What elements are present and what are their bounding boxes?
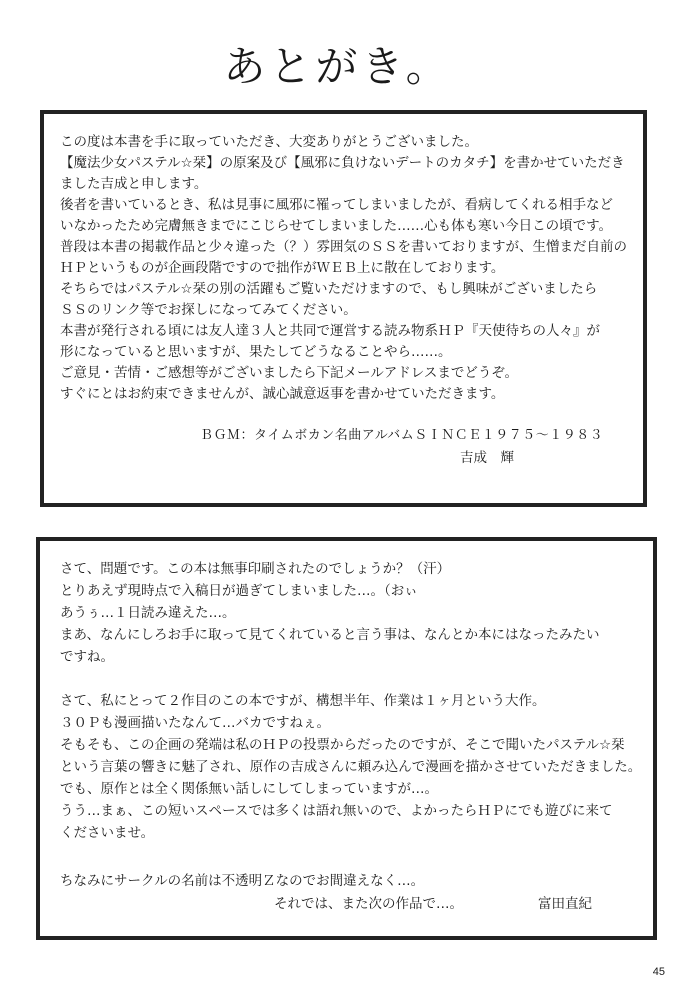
text-line: さて、私にとって２作目のこの本ですが、構想半年、作業は１ヶ月という大作。 <box>60 693 546 709</box>
text-line: そちらではパステル☆栞の別の活躍もご覧いただけますので、もし興味がございましたら <box>60 281 598 297</box>
text-line: ました吉成と申します。 <box>60 176 208 192</box>
text-line: 後者を書いているとき、私は見事に風邪に罹ってしまいましたが、看病してくれる相手など <box>60 197 613 213</box>
afterword-box-yoshinari <box>40 110 647 507</box>
text-line: すぐにとはお約束できませんが、誠心誠意返事を書かせていただきます。 <box>60 386 505 402</box>
bgm-credit: ＢＧＭ：タイムボカン名曲アルバムＳＩＮＣＥ１９７５〜１９８３ <box>200 428 604 443</box>
text-line: いなかったため完膚無きまでにこじらせてしまいました……心も体も寒い今日この頃です。 <box>60 218 613 234</box>
text-line: あうぅ…１日読み違えた…。 <box>60 605 236 621</box>
text-line: くださいませ。 <box>60 825 155 841</box>
text-line: ＨＰというものが企画段階ですので拙作がＷＥＢ上に散在しております。 <box>60 260 505 276</box>
text-line: でも、原作とは全く関係無い話しにしてしまっていますが…。 <box>60 781 438 797</box>
text-line: ちなみにサークルの名前は不透明Ｚなのでお間違えなく…。 <box>60 873 425 889</box>
text-line: 形になっていると思いますが、果たしてどうなることやら……。 <box>60 344 452 360</box>
text-line: 普段は本書の掲載作品と少々違った（？）雰囲気のＳＳを書いておりますが、生憎まだ自前の <box>60 239 627 255</box>
text-line: ＳＳのリンク等でお探しになってみてください。 <box>60 302 357 318</box>
closing-line: それでは、また次の作品で…。 <box>274 896 463 912</box>
author-signature: 富田直紀 <box>538 896 592 912</box>
page-title: あとがき。 <box>223 42 452 91</box>
text-line: ご意見・苦情・ご感想等がございましたら下記メールアドレスまでどうぞ。 <box>60 365 519 381</box>
page-number: 45 <box>652 966 665 978</box>
author-signature: 吉成 輝 <box>460 450 514 466</box>
text-line: うう…まぁ、この短いスペースでは多くは語れ無いので、よかったらＨＰにでも遊びに来て <box>60 803 613 819</box>
text-line: さて、問題です。この本は無事印刷されたのでしょうか？（汗） <box>60 561 451 577</box>
text-line: そもそも、この企画の発端は私のＨＰの投票からだったのですが、そこで聞いたパステル☆栞 <box>60 737 625 753</box>
text-line: とりあえず現時点で入稿日が過ぎてしまいました…。（おぃ <box>60 583 418 599</box>
text-line: 本書が発行される頃には友人達３人と共同で運営する読み物系ＨＰ『天使待ちの人々』が <box>60 323 600 339</box>
text-line: まあ、なんにしろお手に取って見てくれていると言う事は、なんとか本にはなったみたい <box>60 627 600 643</box>
text-line: ３０Ｐも漫画描いたなんて…バカですねぇ。 <box>60 715 330 731</box>
text-line: 【魔法少女パステル☆栞】の原案及び【風邪に負けないデートのカタチ】を書かせていただき <box>60 155 625 171</box>
afterword-box-tomita <box>36 537 657 940</box>
text-line: ですね。 <box>60 649 114 665</box>
text-line: という言葉の響きに魅了され、原作の吉成さんに頼み込んで漫画を描かさせていただきました。 <box>60 759 642 775</box>
text-line: この度は本書を手に取っていただき、大変ありがとうございました。 <box>60 134 478 150</box>
